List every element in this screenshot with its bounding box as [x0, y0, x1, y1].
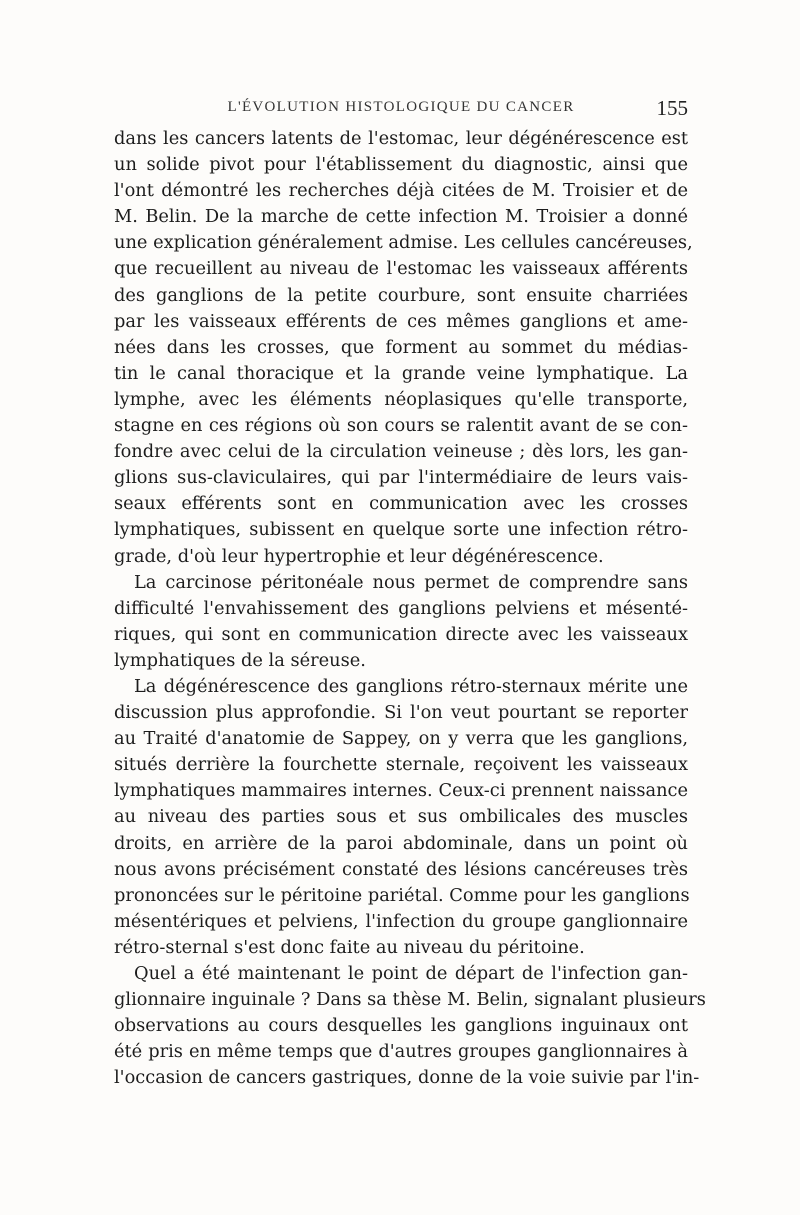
text-line: M. Belin. De la marche de cette infection M. Troisier a donné	[114, 206, 688, 228]
text-line: fondre avec celui de la circulation veineuse ; dès lors, les gan-	[114, 441, 688, 463]
page-header	[114, 96, 688, 122]
text-line: glionnaire inguinale ? Dans sa thèse M. Belin, signalant plusieurs	[114, 989, 706, 1011]
text-line: l'occasion de cancers gastriques, donne de la voie suivie par l'in-	[114, 1067, 700, 1089]
text-line: tin le canal thoracique et la grande veine lymphatique. La	[114, 362, 688, 384]
text-line: droits, en arrière de la paroi abdominale, dans un point où	[114, 832, 688, 854]
running-head: L'ÉVOLUTION HISTOLOGIQUE DU CANCER	[227, 99, 575, 115]
text-line: lymphe, avec les éléments néoplasiques qu'elle transporte,	[114, 388, 688, 410]
text-line: riques, qui sont en communication directe avec les vaisseaux	[114, 623, 688, 645]
paragraph-start-line: La dégénérescence des ganglions rétro-sternaux mérite une	[134, 675, 688, 697]
text-line: un solide pivot pour l'établissement du diagnostic, ainsi que	[114, 154, 688, 176]
text-line: prononcées sur le péritoine pariétal. Comme pour les ganglions	[114, 884, 690, 906]
text-line: discussion plus approfondie. Si l'on veut pourtant se reporter	[114, 702, 688, 724]
text-line: que recueillent au niveau de l'estomac les vaisseaux afférents	[114, 258, 688, 280]
text-line: nées dans les crosses, que forment au sommet du médias-	[114, 336, 688, 358]
text-line: été pris en même temps que d'autres groupes ganglionnaires à	[114, 1041, 688, 1063]
text-line: situés derrière la fourchette sternale, reçoivent les vaisseaux	[114, 754, 688, 776]
page-number: 155	[656, 96, 688, 120]
text-line: mésentériques et pelviens, l'infection du groupe ganglionnaire	[114, 910, 688, 932]
text-line: une explication généralement admise. Les cellules cancéreuses,	[114, 232, 693, 254]
body-text	[114, 126, 706, 1091]
text-line: au Traité d'anatomie de Sappey, on y verra que les ganglions,	[114, 728, 688, 750]
text-line: lymphatiques mammaires internes. Ceux-ci prennent naissance	[114, 780, 688, 802]
text-line: glions sus-claviculaires, qui par l'intermédiaire de leurs vais-	[114, 467, 688, 489]
text-line: par les vaisseaux efférents de ces mêmes ganglions et ame-	[114, 310, 688, 332]
text-line: lymphatiques, subissent en quelque sorte une infection rétro-	[114, 519, 688, 541]
text-line: stagne en ces régions où son cours se ralentit avant de se con-	[114, 415, 688, 437]
text-line: lymphatiques de la séreuse.	[114, 649, 366, 671]
paragraph-start-line: La carcinose péritonéale nous permet de comprendre sans	[134, 571, 688, 593]
text-line: rétro-sternal s'est donc faite au niveau du péritoine.	[114, 936, 585, 958]
text-line: observations au cours desquelles les ganglions inguinaux ont	[114, 1015, 688, 1037]
text-line: nous avons précisément constaté des lésions cancéreuses très	[114, 858, 688, 880]
text-line: seaux efférents sont en communication avec les crosses	[114, 493, 688, 515]
text-line: grade, d'où leur hypertrophie et leur dégénérescence.	[114, 545, 604, 567]
text-line: difficulté l'envahissement des ganglions pelviens et mésenté-	[114, 597, 688, 619]
text-line: dans les cancers latents de l'estomac, leur dégénérescence est	[114, 128, 688, 149]
text-line: l'ont démontré les recherches déjà citées de M. Troisier et de	[114, 180, 688, 202]
paragraph-start-line: Quel a été maintenant le point de départ de l'infection gan-	[134, 963, 688, 984]
text-line: au niveau des parties sous et sus ombilicales des muscles	[114, 806, 688, 828]
text-line: des ganglions de la petite courbure, sont ensuite charriées	[114, 284, 688, 306]
